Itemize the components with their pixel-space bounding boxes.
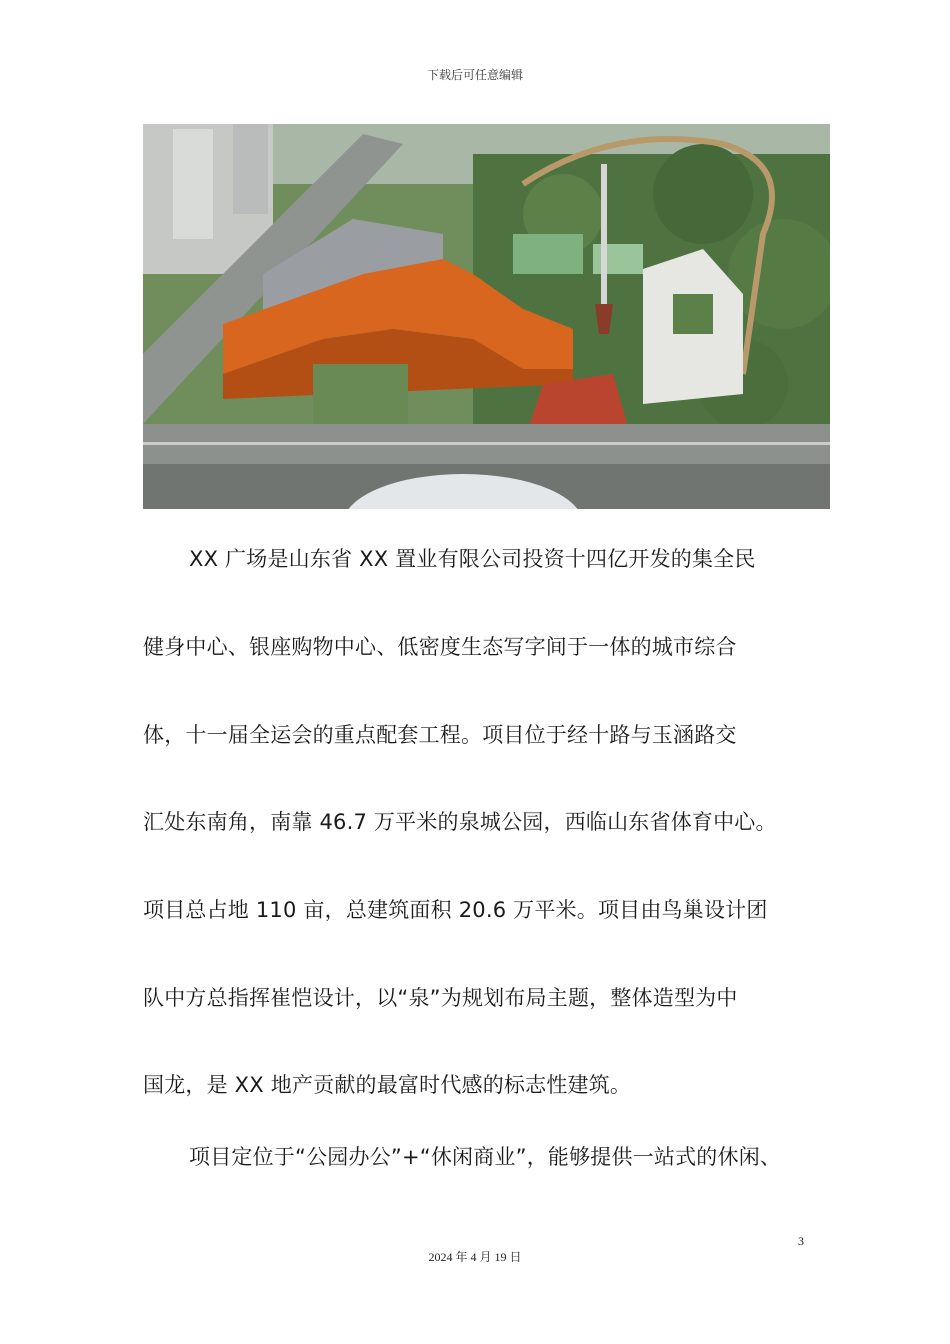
aerial-rendering-image	[143, 124, 830, 509]
header-note: 下载后可任意编辑	[426, 68, 523, 82]
paragraph-line: 项目定位于“公园办公”+“休闲商业”，能够提供一站式的休闲、	[189, 1145, 782, 1169]
paragraph-line: 汇处东南角，南靠 46.7 万平米的泉城公园，西临山东省体育中心。	[143, 810, 777, 834]
paragraph-line: 队中方总指挥崔恺设计，以“泉”为规划布局主题，整体造型为中	[143, 986, 738, 1010]
paragraph-line: 体，十一届全运会的重点配套工程。项目位于经十路与玉涵路交	[143, 723, 737, 747]
paragraph-line: 项目总占地 110 亩，总建筑面积 20.6 万平米。项目由鸟巢设计团	[143, 898, 768, 922]
paragraph-line: 健身中心、银座购物中心、低密度生态写字间于一体的城市综合	[143, 635, 737, 659]
paragraph-line: 国龙，是 XX 地产贡献的最富时代感的标志性建筑。	[143, 1073, 632, 1097]
page-number: 3	[798, 1234, 804, 1248]
paragraph-line: XX 广场是山东省 XX 置业有限公司投资十四亿开发的集全民	[189, 547, 756, 571]
footer-date: 2024 年 4 月 19 日	[428, 1250, 522, 1264]
